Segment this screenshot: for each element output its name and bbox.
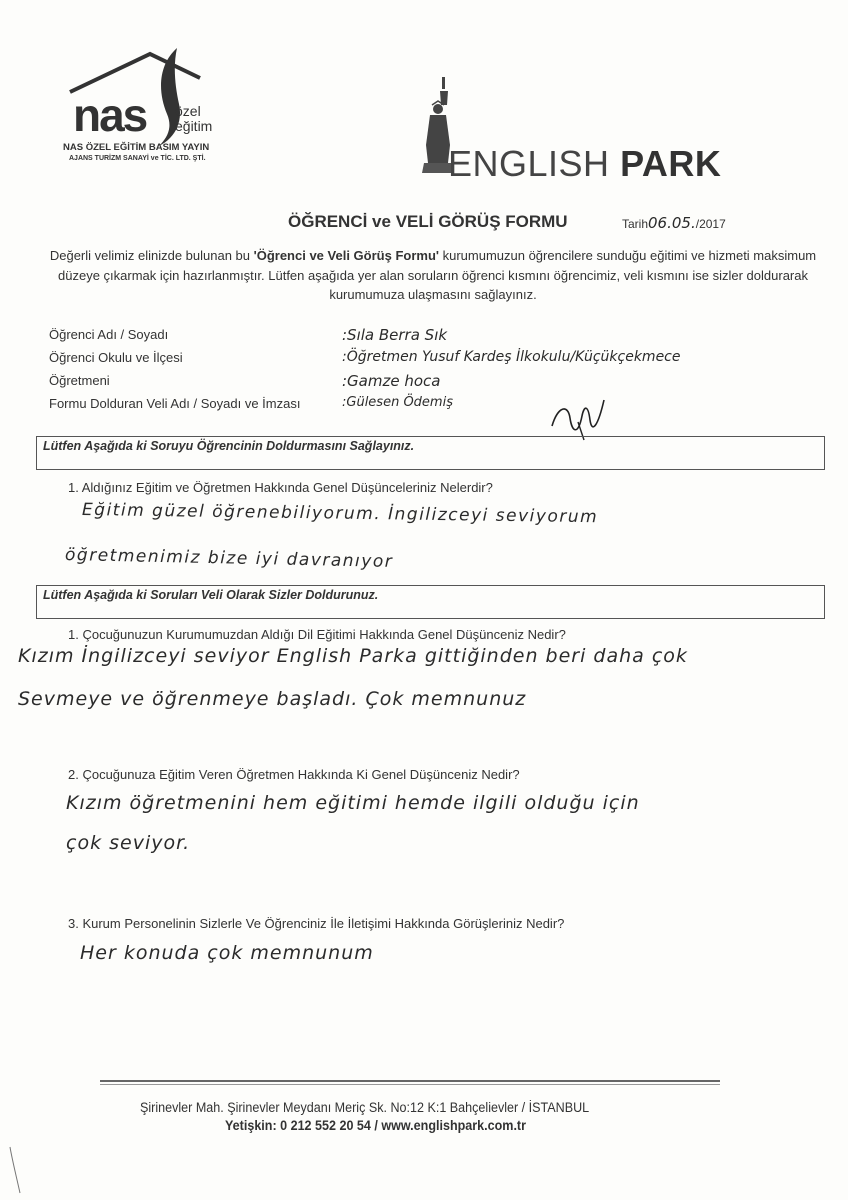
nas-ozel-text: özel [175, 103, 201, 119]
parent-name-label: Formu Dolduran Veli Adı / Soyadı ve İmzası [49, 396, 301, 411]
date-field [622, 214, 726, 232]
parent-answer-2-line-1: Kızım öğretmenini hem eğitimi hemde ilgili olduğu için [66, 792, 640, 814]
parent-answer-1-line-2: Sevmeye ve öğrenmeye başladı. Çok memnunuz [18, 688, 527, 710]
parent-section-header: Lütfen Aşağıda ki Soruları Veli Olarak Sizler Doldurunuz. [36, 585, 825, 619]
teacher-label: Öğretmeni [49, 373, 110, 388]
nas-wordmark: nas [73, 89, 147, 141]
english-park-wordmark [448, 143, 721, 185]
student-name-label: Öğrenci Adı / Soyadı [49, 327, 169, 342]
student-answer-1-line-2: öğretmenimiz bize iyi davranıyor [64, 545, 394, 572]
nas-egitim-text: eğitim [175, 118, 213, 134]
footer-divider-thin [100, 1084, 720, 1085]
student-section-header: Lütfen Aşağıda ki Soruyu Öğrencinin Doldurmasını Sağlayınız. [36, 436, 825, 470]
student-school-value: :Öğretmen Yusuf Kardeş İlkokulu/Küçükçekmece [342, 349, 681, 365]
student-answer-1-line-1: Eğitim güzel öğrenebiliyorum. İngilizceyi seviyorum [81, 500, 599, 528]
student-name-value: :Sıla Berra Sık [342, 326, 448, 344]
teacher-value: :Gamze hoca [342, 372, 441, 390]
park-word: PARK [620, 143, 722, 184]
nas-company-name: NAS ÖZEL EĞİTİM BASIM YAYIN [63, 142, 210, 153]
parent-answer-1-line-1: Kızım İngilizceyi seviyor English Parka gittiğinden beri daha çok [18, 645, 688, 667]
nas-company-subline: AJANS TURİZM SANAYİ ve TİC. LTD. ŞTİ. [69, 155, 206, 162]
nas-logo [55, 42, 240, 172]
parent-name-value: :Gülesen Ödemiş [342, 395, 453, 410]
form-title: ÖĞRENCİ ve VELİ GÖRÜŞ FORMU [288, 212, 568, 231]
student-question-1: 1. Aldığınız Eğitim ve Öğretmen Hakkında Genel Düşünceleriniz Nelerdir? [68, 480, 493, 495]
footer-address: Şirinevler Mah. Şirinevler Meydanı Meriç Sk. No:12 K:1 Bahçelievler / İSTANBUL [140, 1100, 590, 1115]
english-word: ENGLISH [448, 143, 610, 184]
student-school-label: Öğrenci Okulu ve İlçesi [49, 350, 183, 365]
margin-pen-mark [6, 1145, 26, 1195]
footer-divider [100, 1080, 720, 1082]
form-name-bold: 'Öğrenci ve Veli Görüş Formu' [253, 248, 439, 263]
parent-question-1: 1. Çocuğunuzun Kurumumuzdan Aldığı Dil Eğitimi Hakkında Genel Düşünceniz Nedir? [68, 627, 566, 642]
parent-question-3: 3. Kurum Personelinin Sizlerle Ve Öğrenciniz İle İletişimi Hakkında Görüşleriniz Nedir? [68, 916, 565, 931]
date-label: Tarih [622, 217, 649, 231]
english-park-logo [420, 75, 765, 190]
intro-paragraph: Değerli velimiz elinizde bulunan bu 'Öğrenci ve Veli Görüş Formu' kurumumuzun öğrencilere sunduğu eğitimi ve hizmeti maksimum düzeye çıkarmak için hazırlanmıştır. Lütfen aşağıda yer alan soruların öğrenci kısmını öğrencimiz, veli kısmını ise sizler doldurarak kurumumuza ulaşmasını sağlayınız. [49, 248, 817, 302]
date-year: /2017 [695, 217, 726, 231]
parent-answer-3-line-1: Her konuda çok memnunum [80, 942, 374, 964]
parent-answer-2-line-2: çok seviyor. [66, 832, 191, 854]
date-value: 06.05. [648, 214, 696, 232]
parent-question-2: 2. Çocuğunuza Eğitim Veren Öğretmen Hakkında Ki Genel Düşünceniz Nedir? [68, 767, 520, 782]
footer-contact: Yetişkin: 0 212 552 20 54 / www.englishpark.com.tr [225, 1118, 527, 1133]
